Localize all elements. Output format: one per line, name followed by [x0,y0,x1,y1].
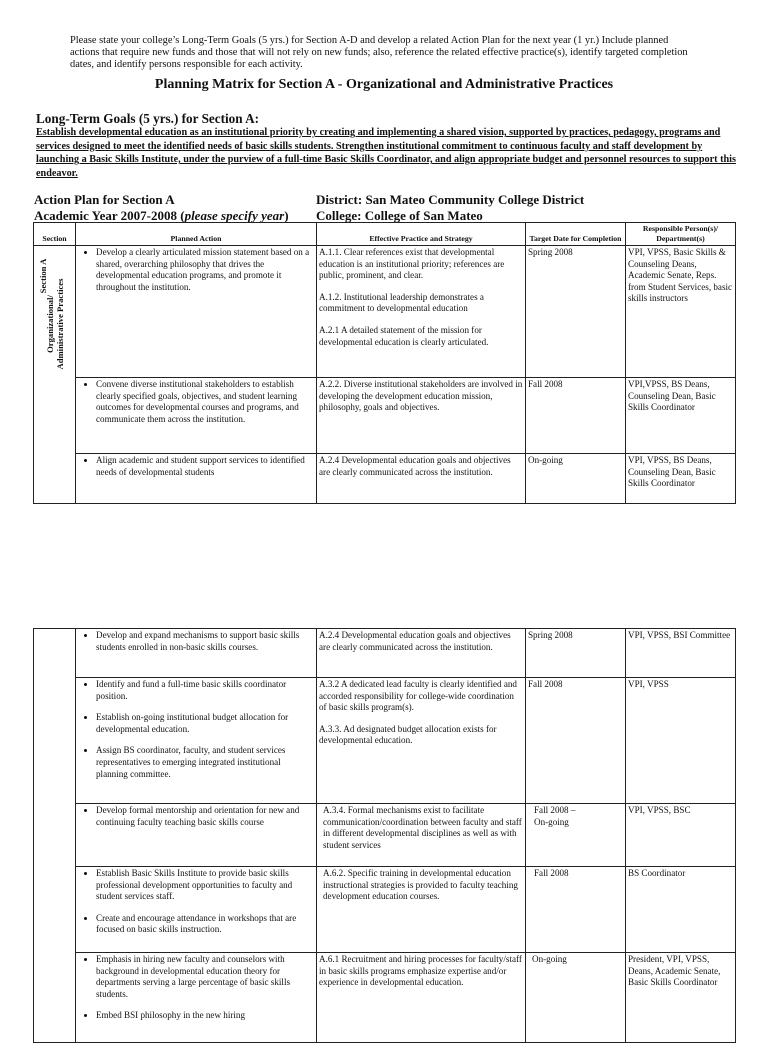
responsible-cell: President, VPI, VPSS, Deans, Academic Senate, Basic Skills Coordinator [626,953,736,1043]
header-target-date: Target Date for Completion [526,223,626,246]
target-date-cell: On-going [526,953,626,1043]
academic-year-line [34,208,289,224]
planned-action-cell [76,629,317,678]
planned-action-item: • Convene diverse institutional stakeholders to establish clearly specified goals, objectives, and student learning outcomes for developmental courses and programs, and communicate them across the institution. [96,379,314,425]
responsible-cell: VPI, VPSS, BS Deans, Counseling Dean, Basic Skills Coordinator [626,454,736,504]
table-row [34,378,736,454]
planned-action-item: • Assign BS coordinator, faculty, and student services representatives to emerging integrated institutional planning committee. [96,745,314,780]
long-term-goals-heading: Long-Term Goals (5 yrs.) for Section A: [36,111,260,126]
instructions-paragraph: Please state your college’s Long-Term Goals (5 yrs.) for Section A-D and develop a related Action Plan for the next year (1 yr.) Include planned actions that require new funds and those that will not rely on new funds; also, reference the related effective practice(s), identify targeted completion dates, and identify persons responsible for each activity. [70,35,688,70]
header-planned-action: Planned Action [76,223,317,246]
table-row [34,629,736,678]
org-label-line1: Organizational/ [44,295,55,353]
page-title: Planning Matrix for Section A - Organizational and Administrative Practices [154,77,614,92]
effective-practice-cell [317,678,526,804]
planned-action-item: • Emphasis in hiring new faculty and counselors with background in developmental education theory for departments serving a large percentage of basic skills students. [96,954,314,1000]
practice-item: A.2.4 Developmental education goals and objectives are clearly communicated across the institution. [319,455,511,477]
planned-action-item: • Embed BSI philosophy in the new hiring [96,1010,314,1022]
target-date-cell: Fall 2008 [526,867,626,953]
target-date-cell: On-going [526,454,626,504]
practice-item: A.1.2. Institutional leadership demonstrates a commitment to developmental education [319,291,484,314]
section-a-label: Section A [38,258,49,294]
target-date-cell: Fall 2008 [526,378,626,454]
planned-action-cell [76,953,317,1043]
table-row [34,246,736,378]
planned-action-cell [76,454,317,504]
table-header-row [34,223,736,246]
college-line: College: College of San Mateo [316,207,483,223]
practice-item: A.2.1 A detailed statement of the mission for developmental education is clearly articulated. [319,324,489,347]
practice-item: A.3.3. Ad designated budget allocation exists for developmental education. [319,723,497,746]
planned-action-item: • Develop formal mentorship and orientation for new and continuing faculty teaching basic skills course [96,805,314,828]
practice-item: A.6.2. Specific training in developmental education instructional strategies is provided to faculty teaching development education courses. [323,868,518,902]
target-date-cell: Fall 2008 [526,678,626,804]
academic-year-label: Academic Year 2007-2008 ( [34,207,185,223]
responsible-cell: VPI,VPSS, BS Deans, Counseling Dean, Basic Skills Coordinator [626,378,736,454]
planned-action-item: • Identify and fund a full-time basic skills coordinator position. [96,679,314,702]
table-row [34,804,736,867]
table-row [34,953,736,1043]
effective-practice-cell [317,953,526,1043]
planned-action-cell [76,378,317,454]
district-college-block [316,192,584,223]
academic-year-hint: please specify year [184,207,285,223]
responsible-cell: VPI, VPSS, BSC [626,804,736,867]
section-label-cell [34,246,76,504]
table-row [34,678,736,804]
planned-action-item: • Develop a clearly articulated mission statement based on a shared, overarching philosophy that drives the developmental education programs, and promote it throughout the institution. [96,247,314,293]
long-term-goals-text: Establish developmental education as an institutional priority by creating and implementing a shared vision, supported by practices, pedagogy, programs and services designed to meet the identified needs of basic skills students. Strengthen institutional commitment to continuous faculty and staff development by launching a Basic Skills Institute, under the purview of a full-time Basic Skills Coordinator, and align appropriate budget and personnel resources to support this endeavor. [36,127,736,179]
target-date-cell: Spring 2008 [526,246,626,378]
planned-action-cell [76,867,317,953]
action-plan-title: Action Plan for Section A [34,192,175,207]
effective-practice-cell [317,246,526,378]
effective-practice-cell [317,804,526,867]
practice-item: A.3.4. Formal mechanisms exist to facilitate communication/coordination between faculty and staff in different developmental disciplines as well as with student services [323,805,522,850]
responsible-cell: VPI, VPSS [626,678,736,804]
planning-matrix-table [33,222,736,504]
planned-action-cell [76,246,317,378]
planned-action-item: • Establish Basic Skills Institute to provide basic skills professional development opportunities to faculty and student services staff. [96,868,314,903]
practice-item: A.1.1. Clear references exist that developmental education is an institutional priority; references are public, prominent, and clear. [319,247,505,281]
responsible-cell: VPI, VPSS, BSI Committee [626,629,736,678]
planned-action-cell [76,804,317,867]
effective-practice-cell [317,378,526,454]
planning-matrix-table-continued [33,628,736,1043]
table-row [34,867,736,953]
planned-action-item: • Develop and expand mechanisms to support basic skills students enrolled in non-basic skills courses. [96,630,314,653]
effective-practice-cell [317,629,526,678]
target-date-cell: Fall 2008 – On-going [526,804,626,867]
section-label-cell [34,629,76,1043]
org-admin-label [45,279,65,370]
header-effective-practice: Effective Practice and Strategy [317,223,526,246]
practice-item: A.6.1 Recruitment and hiring processes for faculty/staff in basic skills programs emphasize expertise and/or experience in developmental education. [319,954,522,988]
practice-item: A.2.4 Developmental education goals and objectives are clearly communicated across the institution. [319,630,511,652]
planned-action-cell [76,678,317,804]
practice-item: A.3.2 A dedicated lead faculty is clearly identified and accorded responsibility for college-wide coordination of basic skills program(s). [319,679,517,713]
table-row [34,454,736,504]
responsible-cell: VPI, VPSS, Basic Skills & Counseling Deans, Academic Senate, Reps. from Student Services, basic skills instructors [626,246,736,378]
header-responsible: Responsible Person(s)/ Department(s) [626,223,736,246]
planned-action-item: • Establish on-going institutional budget allocation for developmental education. [96,712,314,735]
target-date-cell: Spring 2008 [526,629,626,678]
academic-year-close: ) [284,207,289,223]
responsible-cell: BS Coordinator [626,867,736,953]
planned-action-item: • Align academic and student support services to identified needs of developmental students [96,455,314,478]
planned-action-item: • Create and encourage attendance in workshops that are focused on basic skills instruction. [96,913,314,936]
header-section: Section [34,223,76,246]
practice-item: A.2.2. Diverse institutional stakeholders are involved in developing the development education mission, philosophy, goals and objectives. [319,379,523,413]
district-line: District: San Mateo Community College District [316,192,585,207]
effective-practice-cell [317,454,526,504]
org-label-line2: Administrative Practices [54,278,65,370]
action-plan-block [34,192,289,223]
effective-practice-cell [317,867,526,953]
